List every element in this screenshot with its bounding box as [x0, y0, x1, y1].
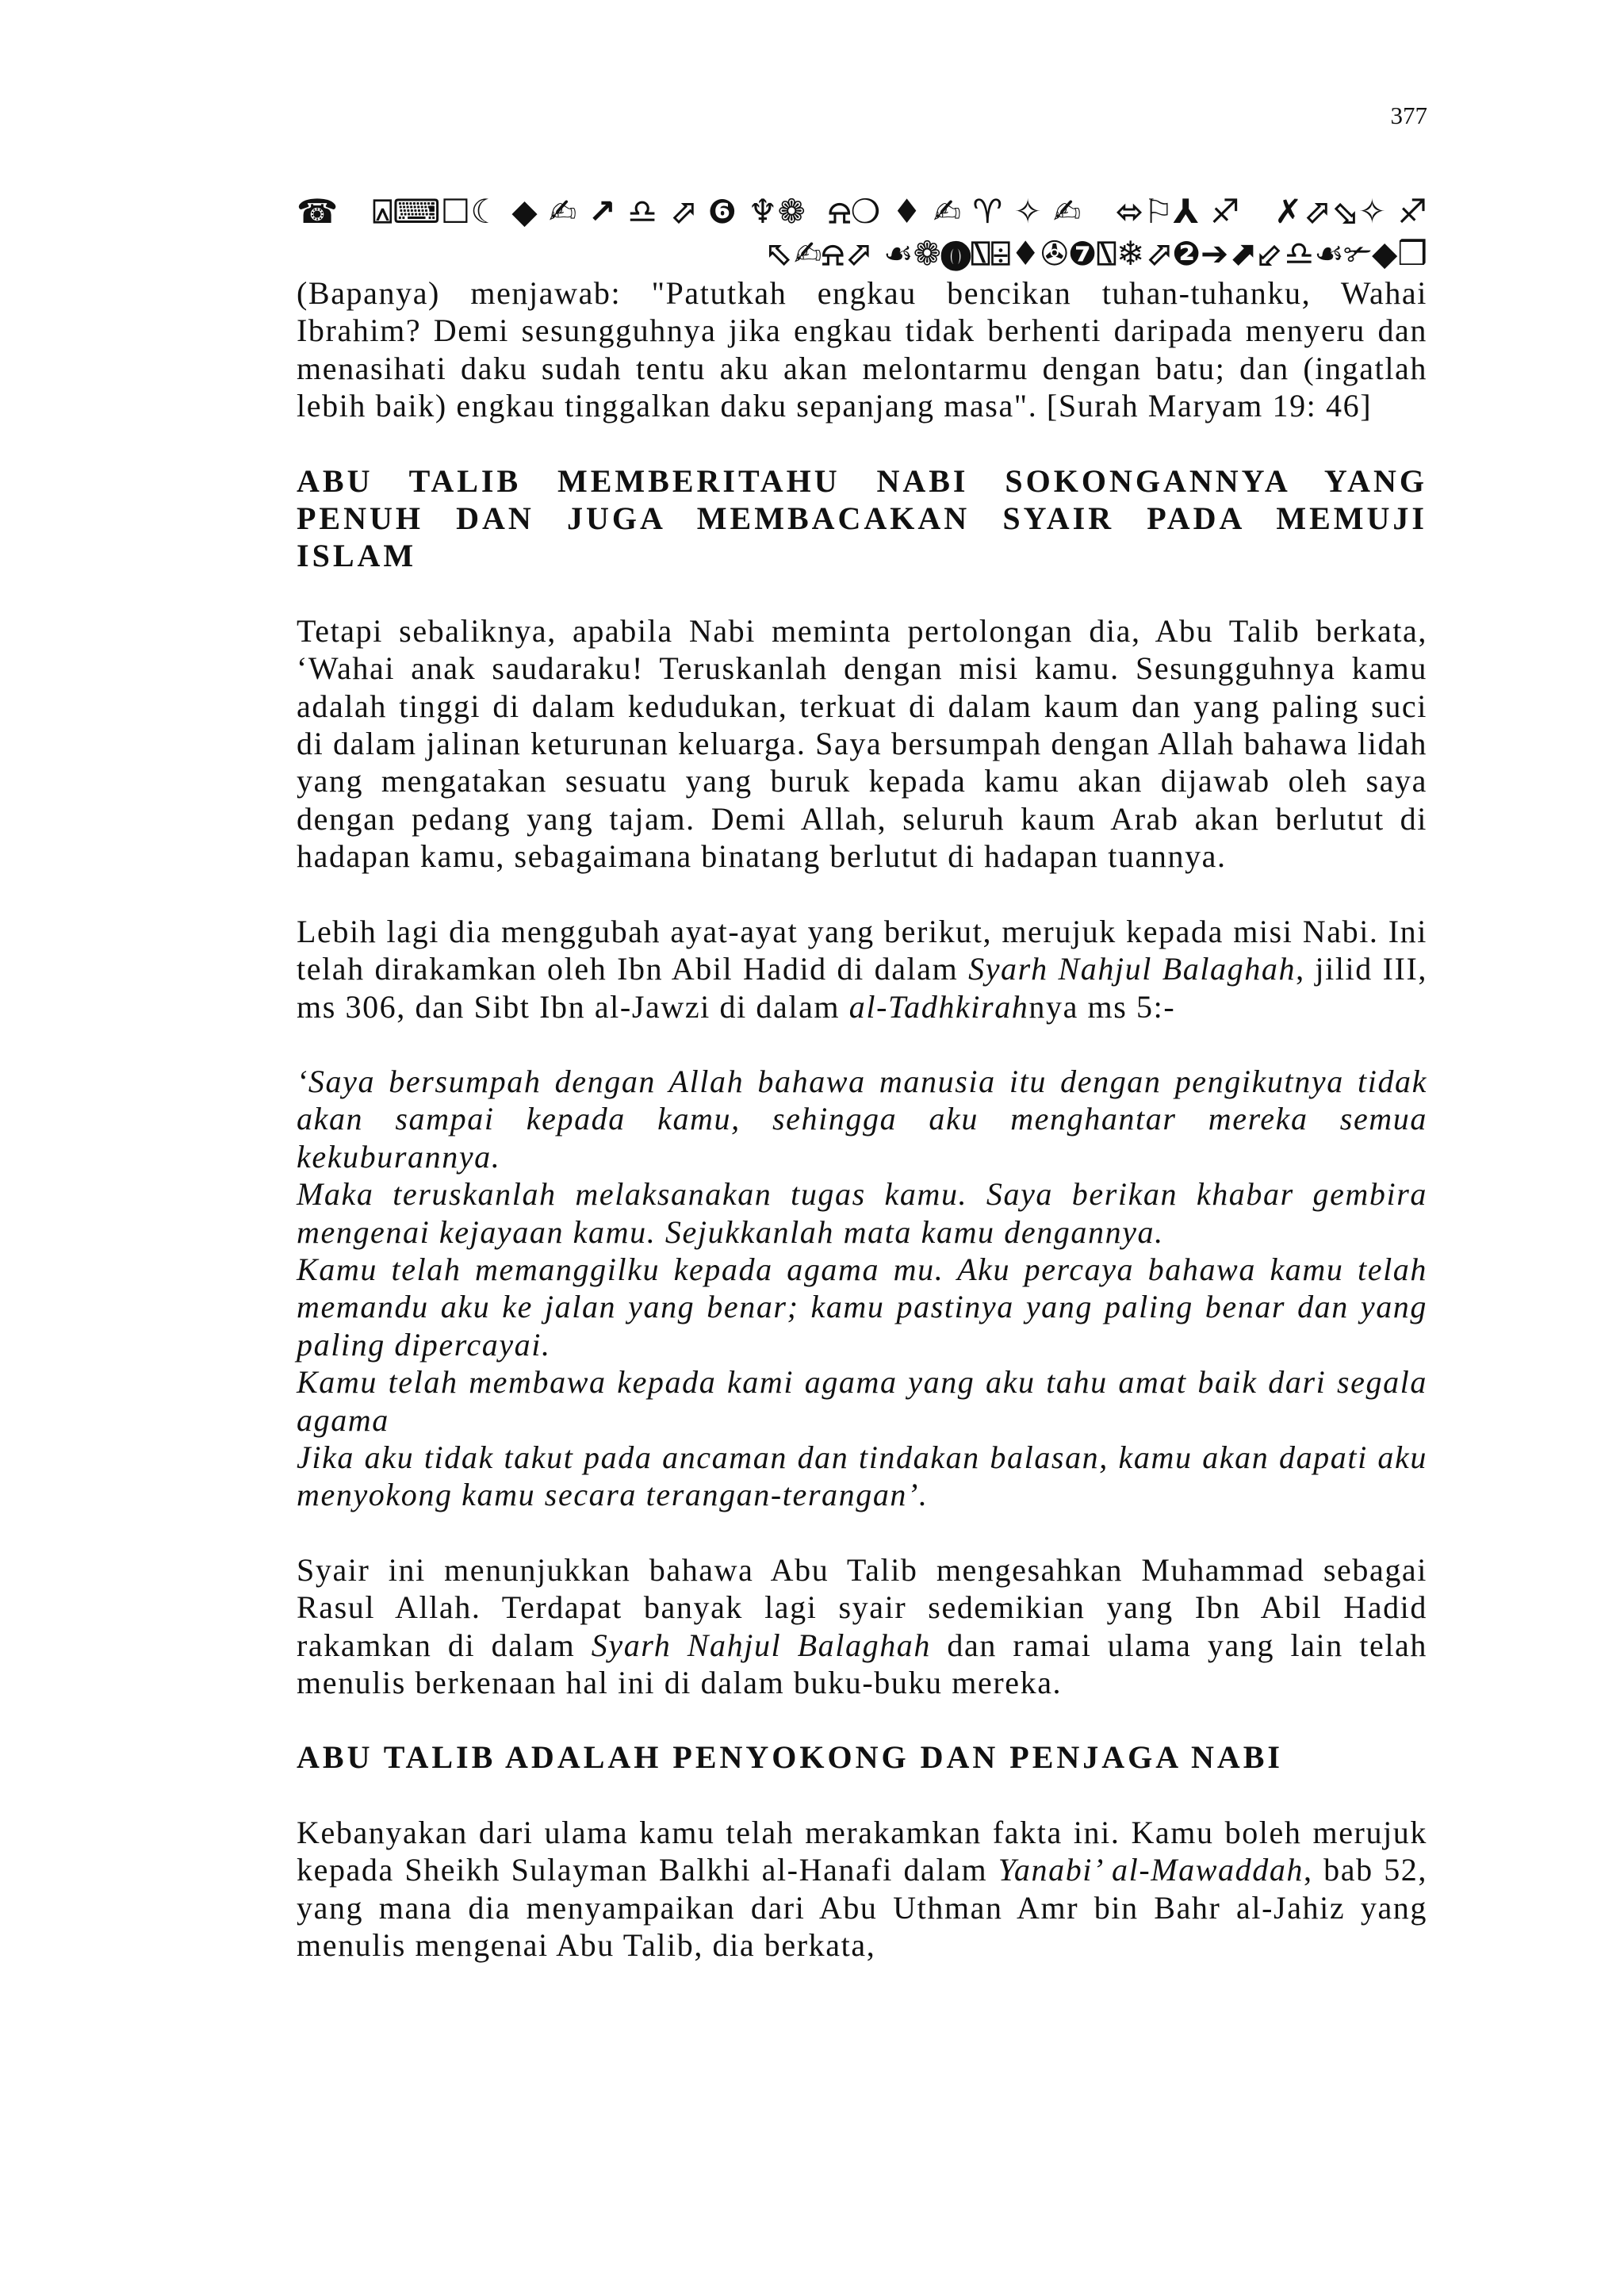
text-run: Lebih lagi dia menggubah ayat-ayat yang berikut, merujuk kepada misi Nabi. Ini telah dirakamkan oleh Ibn Abil Hadid di dalam: [297, 913, 1427, 987]
book-title-syarh-nahjul-balaghah: Syarh Nahjul Balaghah: [591, 1627, 931, 1663]
text-run: Syair ini menunjukkan bahawa Abu Talib mengesahkan Muhammad sebagai Rasul Allah. Terdapat banyak lagi syair sedemikian yang Ibn Abil Hadid rakamkan di dalam: [297, 1551, 1427, 1663]
text-run: dan ramai ulama yang lain telah menulis berkenaan hal ini di dalam buku-buku mereka.: [297, 1627, 1428, 1700]
poem-stanza: Kamu telah membawa kepada kami agama yang aku tahu amat baik dari segala agama: [297, 1364, 1427, 1438]
text-run: , bab 52, yang mana dia menyampaikan dari Abu Uthman Amr bin Bahr al-Jahiz yang menulis mengenai Abu Talib, dia berkata,: [297, 1852, 1427, 1964]
page-number: 377: [1390, 102, 1427, 129]
narrative-paragraph-1: Tetapi sebaliknya, apabila Nabi meminta pertolongan dia, Abu Talib berkata, ‘Wahai anak saudaraku! Teruskanlah dengan misi kamu. Sesungguhnya kamu adalah tinggi di dalam kedudukan, terkuat di dalam kaum dan yang paling suci di dalam jalinan keturunan keluarga. Saya bersumpah dengan Allah bahawa lidah yang mengatakan sesuatu yang buruk kepada kamu akan dijawab oleh saya dengan pedang yang tajam. Demi Allah, seluruh kaum Arab akan berlutut di hadapan kamu, sebagaimana binatang berlutut di hadapan tuannya.: [297, 612, 1427, 875]
book-title-yanabi-al-mawaddah: Yanabi’ al-Mawaddah: [998, 1852, 1304, 1888]
poem-stanza: Maka teruskanlah melaksanakan tugas kamu. Saya berikan khabar gembira mengenai kejayaan kamu. Sejukkanlah mata kamu dengannya.: [297, 1176, 1427, 1250]
poem-stanza: ‘Saya bersumpah dengan Allah bahawa manusia itu dengan pengikutnya tidak akan sampai kepada kamu, sehingga aku menghantar mereka semua kekuburannya.: [297, 1063, 1427, 1175]
text-run: nya ms 5:-: [1028, 988, 1176, 1025]
narrative-paragraph-2: [297, 913, 1427, 1025]
arabic-verse-line-2: ⬁✍⍾⬀ ☙❁⓿⍂⌹♦✇❼⍂❄⬀❷➔⬈⬃♎☙✃◆❒: [766, 234, 1427, 273]
poem-stanza: Kamu telah memanggilku kepada agama mu. Aku percaya bahawa kamu telah memandu aku ke jalan yang benar; kamu pastinya yang paling benar dan yang paling dipercayai.: [297, 1251, 1427, 1363]
narrative-paragraph-4: [297, 1814, 1427, 1964]
book-title-al-tadhkirah: al-Tadhkirah: [848, 988, 1029, 1025]
arabic-verse-line-1: ☎ ⍓⌨☐☾◆✍↗♎⬀❻♆❁ ⍾❍♦✍♈✧✍ ⬄⚐⅄♐ ✗⬀⬂✧♐: [297, 192, 1427, 231]
section-heading-1: ABU TALIB MEMBERITAHU NABI SOKONGANNYA YANG PENUH DAN JUGA MEMBACAKAN SYAIR PADA MEMUJI ISLAM: [297, 462, 1427, 574]
text-run: , jilid III, ms 306, dan Sibt Ibn al-Jawzi di dalam: [297, 951, 1427, 1025]
narrative-paragraph-3: [297, 1551, 1427, 1702]
poem-stanza: Jika aku tidak takut pada ancaman dan tindakan balasan, kamu akan dapati aku menyokong kamu secara terangan-terangan’.: [297, 1439, 1427, 1513]
poem-block: [297, 1063, 1427, 1514]
verse-translation-paragraph: (Bapanya) menjawab: "Patutkah engkau bencikan tuhan-tuhanku, Wahai Ibrahim? Demi sesungguhnya jika engkau tidak berhenti daripada menyeru dan menasihati daku sudah tentu aku akan melontarmu dengan batu; dan (ingatlah lebih baik) engkau tinggalkan daku sepanjang masa". [Surah Maryam 19: 46]: [297, 275, 1427, 424]
text-run: Kebanyakan dari ulama kamu telah merakamkan fakta ini. Kamu boleh merujuk kepada Sheikh Sulayman Balkhi al-Hanafi dalam: [297, 1814, 1427, 1888]
page-content: [297, 190, 1427, 1964]
book-title-syarh-nahjul-balaghah: Syarh Nahjul Balaghah: [968, 951, 1297, 987]
section-heading-2: ABU TALIB ADALAH PENYOKONG DAN PENJAGA NABI: [297, 1739, 1283, 1776]
arabic-verse-dingbat-text: [297, 190, 1427, 274]
